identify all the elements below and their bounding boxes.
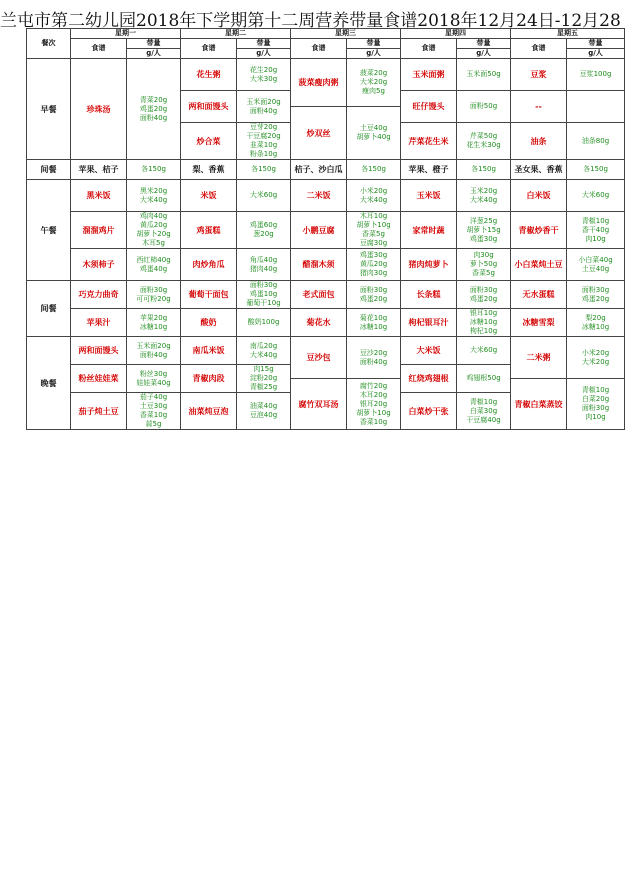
ingredient-amount-cell xyxy=(567,249,625,281)
ingredient-amount: 面粉30g xyxy=(469,285,498,294)
ingredient-amount: 胡萝卜10g xyxy=(356,221,391,229)
menu-row xyxy=(27,249,625,265)
ingredient-amount-cell xyxy=(237,365,291,393)
snack-fruit-cell: 苹果、橙子 xyxy=(401,160,457,180)
dish-name-cell: 溜溜鸡片 xyxy=(71,212,127,249)
amount-column-header: 带量 xyxy=(127,39,181,49)
ingredient-amount-cell xyxy=(457,180,511,212)
ingredient-amount: 鸡蛋20g xyxy=(359,294,388,303)
dish-name-cell: 玉米面粥 xyxy=(401,59,457,91)
menu-row xyxy=(27,180,625,196)
ingredient-amount-cell xyxy=(567,309,625,337)
ingredient-amount: 西红柿40g xyxy=(136,255,171,264)
ingredient-amount: 肉30g xyxy=(473,251,494,259)
ingredient-amount: 芹菜50g xyxy=(469,132,498,140)
ingredient-amount: 梨20g xyxy=(585,313,606,322)
snack-fruit-cell: 桔子、沙白瓜 xyxy=(291,160,347,180)
ingredient-amount: 面粉40g xyxy=(359,357,388,366)
ingredient-amount: 大米60g xyxy=(249,191,278,199)
ingredient-amount-cell xyxy=(457,59,511,91)
ingredient-amount-cell xyxy=(567,59,625,91)
menu-row xyxy=(27,309,625,318)
snack-amount-cell: 各150g xyxy=(127,160,181,180)
ingredient-amount-cell xyxy=(347,180,401,212)
ingredient-amount-cell xyxy=(237,212,291,249)
snack-row xyxy=(27,160,625,180)
dish-name-cell: 珍珠汤 xyxy=(71,59,127,160)
ingredient-amount: 肉10g xyxy=(585,234,606,243)
snack-fruit-cell: 梨、香蕉 xyxy=(181,160,237,180)
dish-name-cell: 南瓜米饭 xyxy=(181,337,237,365)
ingredient-amount: 鸡肉40g xyxy=(139,212,168,220)
ingredient-amount: 面粉30g xyxy=(139,285,168,294)
ingredient-amount: 葡萄干10g xyxy=(246,299,281,307)
ingredient-amount: 鸡蛋10g xyxy=(249,290,278,298)
ingredient-amount: 面粉30g xyxy=(359,285,388,294)
ingredient-amount: 冰糖10g xyxy=(581,322,610,331)
ingredient-amount-cell xyxy=(567,123,625,160)
day-header-tue: 星期二 xyxy=(181,29,291,39)
ingredient-amount: 青菜20g xyxy=(139,95,168,104)
dish-name-cell: 菠菜瘦肉粥 xyxy=(291,59,347,107)
ingredient-amount: 青椒10g xyxy=(581,386,610,394)
ingredient-amount: 鸡蛋20g xyxy=(469,294,498,303)
ingredient-amount: 玉米面50g xyxy=(466,70,501,78)
dish-name-cell: 两和面馒头 xyxy=(71,337,127,365)
ingredient-amount: 可可粉20g xyxy=(136,294,171,303)
ingredient-amount: 瘦肉5g xyxy=(362,87,385,95)
ingredient-amount-cell xyxy=(127,212,181,249)
unit-header: g/人 xyxy=(457,49,511,59)
dish-name-cell: 二米饭 xyxy=(291,180,347,212)
dish-name-cell: 白米饭 xyxy=(511,180,567,212)
day-header-mon: 星期一 xyxy=(71,29,181,39)
meal-label: 间餐 xyxy=(27,160,71,180)
ingredient-amount-cell xyxy=(347,309,401,337)
dish-name-cell: 青椒白菜蒸饺 xyxy=(511,379,567,430)
ingredient-amount-cell xyxy=(457,123,511,160)
dish-name-cell: 鸡蛋糕 xyxy=(181,212,237,249)
ingredient-amount: 黄瓜20g xyxy=(359,260,388,268)
ingredient-amount-cell xyxy=(347,281,401,309)
ingredient-amount-cell xyxy=(567,337,625,379)
ingredient-amount-cell xyxy=(237,249,291,281)
ingredient-amount: 鸡蛋30g xyxy=(359,251,388,259)
ingredient-amount-cell xyxy=(567,91,625,123)
ingredient-amount: 鸡蛋20g xyxy=(139,104,168,113)
ingredient-amount-cell xyxy=(457,249,511,281)
ingredient-amount-cell xyxy=(237,123,291,160)
ingredient-amount: 鸡翅根50g xyxy=(466,374,501,382)
ingredient-amount-cell xyxy=(237,180,291,212)
ingredient-amount: 面粉30g xyxy=(249,281,278,289)
ingredient-amount: 木耳5g xyxy=(142,239,165,247)
ingredient-amount-cell xyxy=(237,91,291,123)
ingredient-amount: 青椒25g xyxy=(249,383,278,391)
ingredient-amount-cell xyxy=(237,337,291,365)
dish-name-cell: 红烧鸡翅根 xyxy=(401,365,457,393)
ingredient-amount: 油条80g xyxy=(581,136,610,145)
ingredient-amount: 木耳10g xyxy=(359,212,388,220)
dish-name-cell: 芹菜花生米 xyxy=(401,123,457,160)
menu-row xyxy=(27,281,625,290)
ingredient-amount-cell xyxy=(567,180,625,212)
ingredient-amount-cell xyxy=(127,59,181,160)
dish-name-cell: 白菜炒干张 xyxy=(401,393,457,430)
document-title: 兰屯市第二幼儿园2018年下学期第十二周营养带量食谱2018年12月24日-12月28 xyxy=(0,11,621,31)
dish-name-cell: 青椒肉段 xyxy=(181,365,237,393)
dish-name-cell: 腐竹双耳汤 xyxy=(291,379,347,430)
dish-name-cell: 小鹏豆腐 xyxy=(291,212,347,249)
dish-column-header: 食谱 xyxy=(511,39,567,59)
ingredient-amount: 小米20g xyxy=(581,348,610,357)
ingredient-amount: 鸡蛋40g xyxy=(139,264,168,273)
dish-name-cell: 醋溜木须 xyxy=(291,249,347,281)
dish-name-cell: 两和面馒头 xyxy=(181,91,237,123)
ingredient-amount: 银耳20g xyxy=(359,399,388,408)
dish-column-header: 食谱 xyxy=(401,39,457,59)
ingredient-amount-cell xyxy=(347,107,401,160)
dish-name-cell: 青椒炒香干 xyxy=(511,212,567,249)
ingredient-amount: 面粉30g xyxy=(581,285,610,294)
ingredient-amount: 香菜5g xyxy=(362,230,385,238)
ingredient-amount: 土豆40g xyxy=(359,124,388,132)
ingredient-amount: 豆泡40g xyxy=(249,411,278,419)
ingredient-amount: 腐竹20g xyxy=(359,381,388,390)
ingredient-amount: 木耳20g xyxy=(359,390,388,399)
ingredient-amount: 萝卜50g xyxy=(469,260,498,268)
snack-amount-cell: 各150g xyxy=(347,160,401,180)
snack-fruit-cell: 苹果、桔子 xyxy=(71,160,127,180)
ingredient-amount: 干豆腐40g xyxy=(466,415,501,424)
dish-name-cell: 冰糖雪梨 xyxy=(511,309,567,337)
ingredient-amount: 猪肉40g xyxy=(249,264,278,273)
ingredient-amount: 土豆30g xyxy=(139,402,168,410)
dish-name-cell: 茄子炖土豆 xyxy=(71,393,127,430)
ingredient-amount-cell xyxy=(567,379,625,430)
dish-name-cell: 大米饭 xyxy=(401,337,457,365)
ingredient-amount: 油菜40g xyxy=(249,402,278,410)
ingredient-amount: 玉米20g xyxy=(469,186,498,195)
ingredient-amount: 肉10g xyxy=(585,413,606,421)
ingredient-amount: 黑米20g xyxy=(139,186,168,195)
ingredient-amount-cell xyxy=(127,249,181,281)
ingredient-amount-cell xyxy=(457,337,511,365)
dish-name-cell: 小白菜炖土豆 xyxy=(511,249,567,281)
ingredient-amount-cell xyxy=(567,281,625,309)
amount-column-header: 带量 xyxy=(237,39,291,49)
ingredient-amount: 大米40g xyxy=(469,195,498,204)
ingredient-amount: 香菜10g xyxy=(359,417,388,426)
ingredient-amount-cell xyxy=(347,249,401,281)
ingredient-amount: 冰糖10g xyxy=(139,322,168,331)
ingredient-amount: 胡萝卜10g xyxy=(356,408,391,417)
ingredient-amount: 猪肉30g xyxy=(359,269,388,277)
meal-column-header: 餐次 xyxy=(27,29,71,59)
day-header-fri: 星期五 xyxy=(511,29,625,39)
ingredient-amount-cell xyxy=(127,180,181,212)
ingredient-amount: 大米60g xyxy=(469,346,498,354)
dish-name-cell: 旺仔馒头 xyxy=(401,91,457,123)
ingredient-amount: 豆芽20g xyxy=(249,123,278,131)
ingredient-amount: 蒜5g xyxy=(145,420,162,428)
ingredient-amount-cell xyxy=(237,59,291,91)
ingredient-amount-cell xyxy=(457,393,511,430)
unit-header: g/人 xyxy=(237,49,291,59)
amount-column-header: 带量 xyxy=(567,39,625,49)
ingredient-amount: 娃娃菜40g xyxy=(136,378,171,387)
ingredient-amount: 大米20g xyxy=(581,357,610,366)
menu-row xyxy=(27,337,625,351)
ingredient-amount-cell xyxy=(347,59,401,107)
ingredient-amount: 大米60g xyxy=(581,191,610,199)
ingredient-amount: 大米40g xyxy=(359,195,388,204)
ingredient-amount: 玉米面20g xyxy=(246,97,281,106)
ingredient-amount: 鸡蛋30g xyxy=(469,234,498,243)
dish-name-cell: 玉米饭 xyxy=(401,180,457,212)
dish-column-header: 食谱 xyxy=(181,39,237,59)
ingredient-amount: 胡萝卜15g xyxy=(466,225,501,234)
ingredient-amount: 银耳10g xyxy=(469,309,498,317)
dish-name-cell: 长条糕 xyxy=(401,281,457,309)
ingredient-amount-cell xyxy=(127,309,181,337)
dish-name-cell: 炒双丝 xyxy=(291,107,347,160)
unit-header: g/人 xyxy=(567,49,625,59)
dish-name-cell: 米饭 xyxy=(181,180,237,212)
dish-name-cell: 猪肉炖萝卜 xyxy=(401,249,457,281)
ingredient-amount: 香干40g xyxy=(581,225,610,234)
ingredient-amount-cell xyxy=(237,309,291,337)
amount-column-header: 带量 xyxy=(347,39,401,49)
unit-header: g/人 xyxy=(127,49,181,59)
ingredient-amount: 面粉40g xyxy=(139,350,168,359)
snack-amount-cell: 各150g xyxy=(457,160,511,180)
ingredient-amount: 香菜10g xyxy=(139,411,168,419)
dish-name-cell: 二米粥 xyxy=(511,337,567,379)
dish-name-cell: 油菜炖豆泡 xyxy=(181,393,237,430)
ingredient-amount: 洋葱25g xyxy=(469,216,498,225)
menu-table xyxy=(26,28,625,430)
amount-column-header: 带量 xyxy=(457,39,511,49)
ingredient-amount: 酸奶100g xyxy=(247,318,280,326)
snack-amount-cell: 各150g xyxy=(567,160,625,180)
ingredient-amount-cell xyxy=(127,393,181,430)
dish-column-header: 食谱 xyxy=(291,39,347,59)
ingredient-amount: 葱20g xyxy=(253,230,274,238)
ingredient-amount-cell xyxy=(347,337,401,379)
dish-name-cell: 肉炒角瓜 xyxy=(181,249,237,281)
dish-name-cell: 无水蛋糕 xyxy=(511,281,567,309)
dish-name-cell: 苹果汁 xyxy=(71,309,127,337)
day-header-thu: 星期四 xyxy=(401,29,511,39)
ingredient-amount: 面粉30g xyxy=(581,404,610,412)
dish-name-cell: 菊花水 xyxy=(291,309,347,337)
ingredient-amount: 菊花10g xyxy=(359,313,388,322)
ingredient-amount: 粉丝30g xyxy=(139,369,168,378)
menu-row xyxy=(27,59,625,75)
ingredient-amount: 青椒10g xyxy=(469,397,498,406)
ingredient-amount: 淀粉20g xyxy=(249,374,278,382)
ingredient-amount: 大米20g xyxy=(359,78,388,86)
snack-fruit-cell: 圣女果、香蕉 xyxy=(511,160,567,180)
ingredient-amount: 豆沙20g xyxy=(359,348,388,357)
day-header-wed: 星期三 xyxy=(291,29,401,39)
dish-name-cell: 黑米饭 xyxy=(71,180,127,212)
ingredient-amount: 豆腐30g xyxy=(359,239,388,247)
dish-name-cell: 豆浆 xyxy=(511,59,567,91)
ingredient-amount: 枸杞10g xyxy=(469,327,498,335)
ingredient-amount: 玉米面20g xyxy=(136,341,171,350)
menu-row xyxy=(27,212,625,231)
ingredient-amount: 面粉50g xyxy=(469,102,498,110)
dish-name-cell: 炒合菜 xyxy=(181,123,237,160)
ingredient-amount: 肉15g xyxy=(253,365,274,373)
ingredient-amount: 胡萝卜20g xyxy=(136,230,171,238)
dish-name-cell: 酸奶 xyxy=(181,309,237,337)
ingredient-amount-cell xyxy=(347,379,401,430)
ingredient-amount-cell xyxy=(237,281,291,309)
ingredient-amount: 茄子40g xyxy=(139,393,168,401)
dish-name-cell: 花生粥 xyxy=(181,59,237,91)
ingredient-amount: 冰糖10g xyxy=(469,318,498,326)
ingredient-amount: 花生20g xyxy=(249,65,278,74)
ingredient-amount: 花生米30g xyxy=(466,141,501,149)
ingredient-amount: 鸡蛋60g xyxy=(249,221,278,229)
dish-name-cell: 家常时蔬 xyxy=(401,212,457,249)
ingredient-amount: 青椒10g xyxy=(581,216,610,225)
ingredient-amount: 南瓜20g xyxy=(249,341,278,350)
dish-column-header: 食谱 xyxy=(71,39,127,59)
ingredient-amount: 黄瓜20g xyxy=(139,221,168,229)
dish-name-cell: 枸杞银耳汁 xyxy=(401,309,457,337)
ingredient-amount-cell xyxy=(347,212,401,249)
ingredient-amount: 冰糖10g xyxy=(359,322,388,331)
ingredient-amount: 鸡蛋20g xyxy=(581,294,610,303)
meal-label: 间餐 xyxy=(27,281,71,337)
ingredient-amount-cell xyxy=(457,281,511,309)
ingredient-amount: 干豆腐20g xyxy=(246,132,281,140)
ingredient-amount: 小米20g xyxy=(359,186,388,195)
ingredient-amount: 菠菜20g xyxy=(359,69,388,77)
ingredient-amount: 大米40g xyxy=(139,195,168,204)
ingredient-amount: 小白菜40g xyxy=(578,255,613,264)
ingredient-amount: 豆浆100g xyxy=(579,70,612,78)
meal-label: 晚餐 xyxy=(27,337,71,430)
meal-label: 午餐 xyxy=(27,180,71,281)
ingredient-amount: 胡萝卜40g xyxy=(356,133,391,141)
ingredient-amount-cell xyxy=(457,309,511,337)
ingredient-amount: 土豆40g xyxy=(581,264,610,273)
ingredient-amount: 粉条10g xyxy=(249,150,278,158)
dish-name-cell: -- xyxy=(511,91,567,123)
ingredient-amount: 香菜5g xyxy=(472,269,495,277)
unit-header: g/人 xyxy=(347,49,401,59)
ingredient-amount-cell xyxy=(567,212,625,249)
ingredient-amount-cell xyxy=(457,91,511,123)
ingredient-amount-cell xyxy=(457,212,511,249)
dish-name-cell: 油条 xyxy=(511,123,567,160)
dish-name-cell: 豆沙包 xyxy=(291,337,347,379)
ingredient-amount: 白菜30g xyxy=(469,406,498,415)
ingredient-amount: 白菜20g xyxy=(581,395,610,403)
ingredient-amount: 大米30g xyxy=(249,74,278,83)
meal-label: 早餐 xyxy=(27,59,71,160)
dish-name-cell: 木须柿子 xyxy=(71,249,127,281)
dish-name-cell: 老式面包 xyxy=(291,281,347,309)
dish-name-cell: 粉丝娃娃菜 xyxy=(71,365,127,393)
ingredient-amount-cell xyxy=(237,393,291,430)
ingredient-amount-cell xyxy=(127,365,181,393)
dish-name-cell: 巧克力曲奇 xyxy=(71,281,127,309)
dish-name-cell: 葡萄干面包 xyxy=(181,281,237,309)
ingredient-amount: 韭菜10g xyxy=(249,141,278,149)
ingredient-amount-cell xyxy=(127,337,181,365)
ingredient-amount-cell xyxy=(127,281,181,309)
ingredient-amount: 苹果20g xyxy=(139,313,168,322)
ingredient-amount: 角瓜40g xyxy=(249,255,278,264)
ingredient-amount: 面粉40g xyxy=(139,113,168,122)
ingredient-amount: 大米40g xyxy=(249,350,278,359)
ingredient-amount-cell xyxy=(457,365,511,393)
ingredient-amount: 面粉40g xyxy=(249,106,278,115)
snack-amount-cell: 各150g xyxy=(237,160,291,180)
